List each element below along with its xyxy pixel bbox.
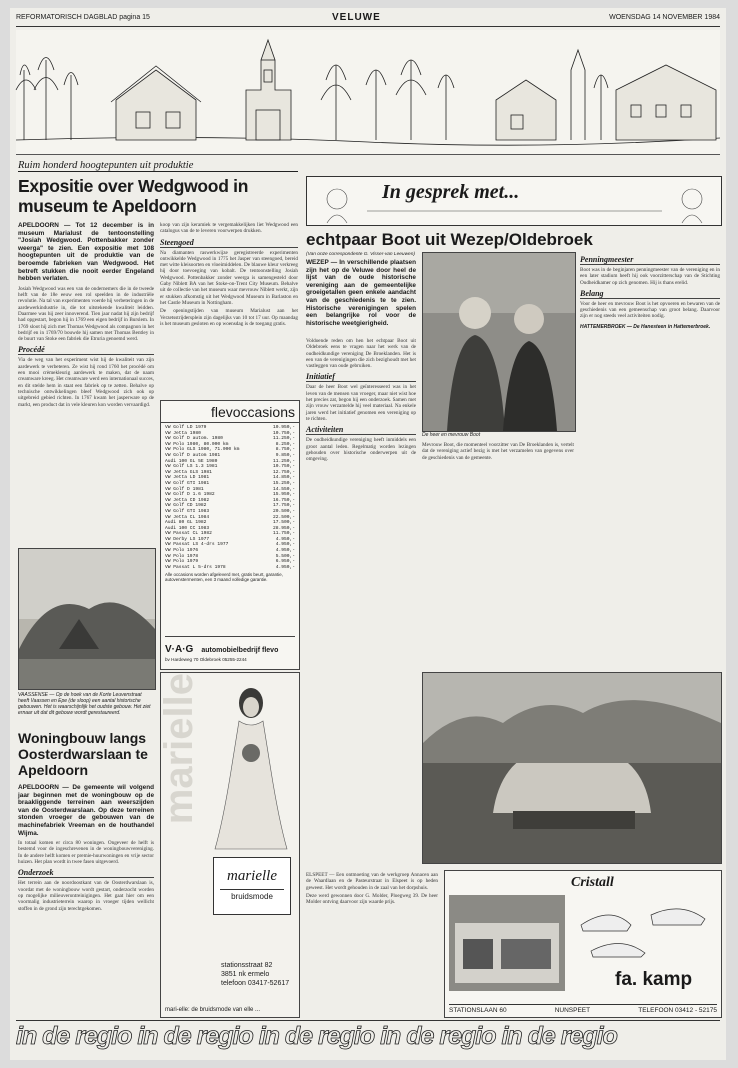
interview-label: In gesprek met...: [382, 181, 520, 203]
marielle-ad: [157, 672, 300, 1018]
car-name: VW Golf D 1981: [165, 486, 204, 492]
wedgwood-body-2: Via de weg van het experiment wist hij de kwaliteit van zijn aardewerk te verbeteren. Ze wist hij rond 1760 het procédé om een mooi crèmekleurig aardewerk te maken, dat de naam creamware kreeg. Het creamware werd een internationaal succes, en dit stelde hem in staat een fabriek op te zetten. Behalve op technische ontwikkelingen bleef Wedgwood zich ook op uitgebreid gebied richten. In 1767 kwam het jasperware op de markt, een product dat in vele kleuren kon worden vervaardigd.: [18, 357, 154, 408]
wedgwood-intro-2: koop van zijn keramiek te vergemakkelijken liet Wedgwood een catalogus van de te leveren voorwerpen drukken.: [160, 222, 298, 235]
car-name: VW Passat LS 4-drs 1977: [165, 542, 229, 548]
interview-sub-penningmeester: Penningmeester: [580, 255, 720, 265]
in-de-regio-footer: [16, 1020, 720, 1051]
landscape-photo-caption: VAASSENSE — Op de hoek van de Korte Leuvenstraat heeft Vaassen en Epe (de sloop) een aantal historische gebouwen. Het is waarschijnlijk het oudste gebouw. Het ziet ernaar uit dat dit gebouw wordt gerestaureerd.: [18, 692, 151, 716]
marielle-logo: marielle: [227, 868, 277, 884]
car-price: 4.950,-: [275, 548, 295, 554]
interview-body-3: De oudheidkundige vereniging heeft inmiddels een groot aantal leden. Regelmatig worden lezingen gehouden over historische onderwerpen uit de omgeving.: [306, 437, 416, 463]
section-title: VELUWE: [332, 12, 381, 23]
elspeet-article: [306, 872, 438, 1018]
marielle-contact: [221, 961, 289, 988]
car-price: 10.950,-: [272, 425, 295, 430]
car-price: 12.750,-: [272, 469, 295, 475]
car-name: VW Golf D autom. 1980: [165, 436, 223, 442]
car-name: VW Passat L 5-drs 1978: [165, 564, 226, 570]
fa-kamp-ad: [444, 870, 722, 1018]
interview-body-4: Mevrouw Boot, die momenteel voorzitter van De Broeklanden is, vertelt dat de vereniging actief bezig is met het verzamelen van gegevens over de geschiedenis van de gemeente.: [422, 442, 574, 461]
car-name: VW Jetta CD 1982: [165, 497, 210, 503]
car-name: VW Golf D 1.6 1982: [165, 492, 215, 498]
landscape-photo: [18, 548, 156, 690]
interview-col-2: [422, 442, 574, 668]
car-name: VW Passat CL 1982: [165, 531, 212, 537]
car-name: VW Polo 1979: [165, 559, 199, 565]
woningbouw-article: [18, 784, 154, 1016]
car-name: VW Jetta LD 1981: [165, 475, 210, 481]
marielle-vertical-wordmark: [157, 673, 201, 973]
kamp-store-photo: [449, 895, 565, 991]
wedgwood-kicker: Ruim honderd hoogtepunten uit produktie: [18, 160, 298, 172]
car-price: 4.950,-: [275, 542, 295, 548]
flevo-price-list: [161, 423, 299, 572]
car-name: VW Golf D autom 1981: [165, 452, 221, 458]
footer-slogan-repeat: in de regio: [380, 1022, 496, 1050]
footer-slogan-repeat: in de regio: [258, 1022, 375, 1050]
car-price: 22.500,-: [272, 514, 295, 520]
car-price: 17.750,-: [272, 503, 295, 509]
hanesteen-photo: [422, 672, 722, 864]
flevo-title: flevoccasions: [161, 401, 299, 423]
kamp-city: NUNSPEET: [554, 1007, 591, 1014]
wedgwood-body-1: Josiah Wedgwood was een van de ondernemers die in de tweede helft van de 18e eeuw een rol speelden in de industriële revolutie. Na tal van experimenten voerde hij verbeteringen in de aardewerkindustrie in, die tot uitstekende kwaliteit leidden. Daarmee was hij zeer innoverend. Tien jaar nadat hij zijn bedrijf had opgestart, begon hij in 1769 een eigen bedrijf in Burslem. In 1769 sloot hij zich met Thomas Wedgwood als compagnon in het bedrijf en in 1769/70 bouwde hij samen met Thomas Bentley in de buurt van Stoke een fabriek die Etruria genoemd werd.: [18, 285, 154, 343]
car-price: 4.950,-: [275, 536, 295, 542]
kamp-address: STATIONSLAAN 60: [449, 1007, 507, 1014]
car-price: 11.250,-: [272, 436, 295, 442]
flevo-footnote: Alle occasions worden afgeleverd met, gratis beurt, garantie, autovenstermenten, een 3 maand volledige garantie.: [165, 572, 283, 583]
car-price: 15.950,-: [272, 492, 295, 498]
car-name: VW Polo 1980, 80.000 km: [165, 441, 229, 447]
footer-slogan: in de regio: [16, 1022, 132, 1050]
car-price: 5.500,-: [275, 553, 295, 559]
flevo-dealer-block: [165, 636, 295, 663]
woningbouw-headline: Woningbouw langs Oosterdwarslaan te Apeldoorn: [18, 730, 148, 778]
wedgwood-col-2: [160, 222, 298, 392]
elspeet-body: Deze werd gewonnen door G. Molder, Ploegweg 39. De heer Molder ontving daarvoor zijn waarde prijs.: [306, 892, 438, 906]
bride-illustration: [209, 681, 291, 851]
footer-slogan-repeat: in de regio: [501, 1022, 617, 1050]
interview-col-1b: [306, 338, 416, 668]
woningbouw-sub-onderzoek: Onderzoek: [18, 868, 154, 878]
interview-body-2: Daar de heer Boot wel geïnteresseerd was in het leven van de mensen van vroeger, maar niet wist hoe het precies zat, begon hij een onderzoek. Samen met zijn vrouw verzamelde hij veel materiaal. Na enkele jaren werd het initiatief genomen een vereniging op te richten.: [306, 384, 416, 422]
interview-sub-activiteiten: Activiteiten: [306, 425, 416, 435]
car-price: 14.550,-: [272, 486, 295, 492]
car-name: VW Polo GLS 1980, 71.000 km: [165, 447, 240, 453]
interview-sub-belang: Belang: [580, 289, 720, 299]
interview-byline: (Van onze correspondente G. Visser-van Leeuwen): [306, 252, 415, 257]
footer-slogan-row: [16, 1021, 720, 1051]
wedgwood-lead: APELDOORN — Tot 12 december is in museum Marialust de tentoonstelling "Josiah Wedgwood. Pottenbakker zonder weerga" te zien. Een expositie met 108 hoogtepunten uit de produktie van de beroemde fabrieken van Wedgwood. Het betreft stukken die nooit eerder Engeland hebben verlaten.: [18, 222, 154, 283]
marielle-city: 3851 nk ermelo: [221, 971, 270, 978]
woningbouw-body: In totaal komen er circa 80 woningen. Ongeveer de helft is bestemd voor de ingeschrevenen in de woningbouwvereniging. In de andere helft komen er premie-huurwoningen en vrije sector huizen. Het plan wordt in twee fasen uitgevoerd.: [18, 840, 154, 866]
wedgwood-sub-procede: Procédé: [18, 345, 154, 355]
car-price: 14.850,-: [272, 475, 295, 481]
car-name: VW Golf LD 1979: [165, 425, 207, 430]
marielle-sub: bruidsmode: [220, 889, 284, 901]
interview-headline: echtpaar Boot uit Wezep/Oldebroek: [306, 230, 593, 249]
wedgwood-headline: Expositie over Wedgwood in museum te Apeldoorn: [18, 176, 249, 216]
car-name: VW Golf GTI 1983: [165, 508, 210, 514]
page-date: WOENSDAG 14 NOVEMBER 1984: [609, 14, 720, 21]
paper-name: REFORMATORISCH DAGBLAD pagina 15: [16, 14, 150, 21]
car-name: VW Polo 1978: [165, 553, 199, 559]
car-price: 9.850,-: [275, 452, 295, 458]
car-name: VW Jetta GLS 1981: [165, 469, 212, 475]
woningbouw-lead: APELDOORN — De gemeente wil volgend jaar beginnen met de woningbouw op de braakliggende terreinen aan weerszijden van de Oosterdwarslaan. Op deze terreinen stonden vroeger de gebouwen van de machinefabriek Vreeman en de houthandel Wijma.: [18, 784, 154, 837]
boot-photo-caption: De heer en mevrouw Boot: [422, 432, 481, 438]
car-name: Audi 100 CC 1983: [165, 525, 210, 531]
marielle-phone: telefoon 03417-52617: [221, 980, 290, 987]
wedgwood-sub-steengoed: Steengoed: [160, 238, 298, 248]
car-name: VW Jetta 1980: [165, 430, 201, 436]
in-gesprek-met-banner: [306, 176, 722, 226]
elspeet-lead: ELSPEET — Een ontmoeting van de werkgroep Annacen aan de Waardlaan en de Pasteurstraat in Elspeet is op heden geweest. Het wordt gehouden in de zaal van het dorpshuis.: [306, 872, 438, 891]
page-header: [16, 14, 720, 27]
car-price: 20.500,-: [272, 508, 295, 514]
boot-couple-photo: [422, 252, 576, 432]
car-price: 6.950,-: [275, 559, 295, 565]
car-name: VW Polo 1976: [165, 548, 199, 554]
car-name: VW Golf LS 1.3 1981: [165, 464, 218, 470]
flevo-address: bv Hardeweg 70 Oldebroek 05255-2244: [165, 657, 247, 662]
footer-slogan-repeat: in de regio: [137, 1022, 253, 1050]
marielle-slogan: mari-elle: de bruidsmode van elle ...: [165, 1007, 261, 1013]
car-name: VW Golf CD 1982: [165, 503, 207, 509]
flevo-dealer-name: automobielbedrijf flevo: [201, 647, 279, 654]
marielle-logo-box: [213, 857, 291, 915]
car-price: 16.750,-: [272, 497, 295, 503]
kamp-name: fa. kamp: [615, 969, 693, 990]
interview-col-3: [580, 252, 720, 668]
car-price: 11.750,-: [272, 531, 295, 537]
wedgwood-body-4: De openingstijden van museum Marialust aan het Verzetsstrijdersplein zijn dagelijks van 10 tot 17 uur. Op maandag is het museum gesloten en op woensdag is de toegang gratis.: [160, 308, 298, 327]
wedgwood-col-1: [18, 222, 154, 408]
car-name: VW Golf GTI 1981: [165, 480, 210, 486]
hanesteen-caption: HATTEMERBROEK — De Hanesteen in Hattemerbroek.: [580, 323, 711, 330]
car-listing: [165, 565, 295, 571]
car-price: 15.250,-: [272, 480, 295, 486]
car-price: 28.950,-: [272, 525, 295, 531]
car-name: Audi 80 GL 1982: [165, 520, 207, 526]
interview-body-1: Voldoende reden om hen het echtpaar Boot uit Oldebroek eens te vragen naar het werk van de oudheidkundige vereniging De Broeklanden. Het is een van de verenigingen die zich bezighoudt met het vastleggen van oude gebruiken.: [306, 338, 416, 370]
marielle-address: stationsstraat 82: [221, 962, 273, 969]
car-price: 8.750,-: [275, 447, 295, 453]
cristall-logo: Cristall: [571, 875, 614, 890]
car-price: 8.250,-: [275, 441, 295, 447]
car-name: VW Jetta CL 1984: [165, 514, 210, 520]
car-price: 10.750,-: [272, 430, 295, 436]
shoes-illustration: [571, 895, 717, 965]
vag-logo: V·A·G: [165, 644, 194, 655]
woningbouw-body-2: Het terrein aan de noordoostkant van de Oosterdwarslaan is, voordat met de woningbouw wordt gestart, onderzocht worden op mogelijke milieuverontreinigingen. Het gaat hier om een voormalig industrieterrein waarop in vroeger tijden wellicht stoffen in de grond zijn terechtgekomen.: [18, 880, 154, 912]
wedgwood-body-3: Na diamanten raswerkwijze geregistreerde experimenten ontwikkelde Wedgwood in 1775 het Jasper van steengoed, bereid met witte kleisoorten en vloeimiddelen. De blauwe kleur verkreeg hij door toevoeging van kobalt. De tentoonstelling Josiah Wedgwood. Pottenbakker zonder weerga is samengesteld door Gaby Niblett BA van het Stoke-on-Trent City Museum. Behalve uit de collectie van het museum waar mevrouw Niblett werkt, zijn er stukken afkomstig uit het Wedgwood Museum in Barlaston en het Castle Museum in Nottingham.: [160, 249, 298, 306]
car-price: 10.750,-: [272, 464, 295, 470]
interview-sub-initiatief: Initiatief: [306, 372, 416, 382]
car-price: 4.950,-: [275, 564, 295, 570]
flevoccasions-ad: [160, 400, 300, 670]
car-name: Audi 100 GL 5E 1980: [165, 458, 218, 464]
interview-body-5: Boot was in de beginjaren penningmeester van de vereniging en in een later stadium heeft hij ook voorzitterschap van de Stichting Oudheidkamer op zich genomen. Hij is thans erelid.: [580, 267, 720, 286]
interview-body-6: Voor de heer en mevrouw Boot is het opvoeren en bewaren van de geschiedenis van een gemeenschap van groot belang. Daarvoor zijn er nog steeds veel activiteiten nodig.: [580, 300, 720, 320]
veluwe-banner-illustration: [16, 30, 720, 155]
car-price: 11.250,-: [272, 458, 295, 464]
car-name: VW Derby LS 1977: [165, 536, 210, 542]
marielle-vertical-text: marielle: [157, 673, 201, 825]
car-price: 17.500,-: [272, 520, 295, 526]
kamp-phone: TELEFOON 03412 - 52175: [638, 1007, 717, 1014]
kamp-contact: [449, 1004, 717, 1014]
newspaper-page: [10, 8, 726, 1060]
interview-lead: WEZEP — In verschillende plaatsen zijn het op de Veluwe door heel de lijst van de oude historische vereniging aan de gemeentelijke groeigetallen geen enkele aandacht van de geschiedenis te te zien. Historische verenigingen spelen een belangrijke rol voor de historische weetgierigheid.: [306, 259, 416, 327]
